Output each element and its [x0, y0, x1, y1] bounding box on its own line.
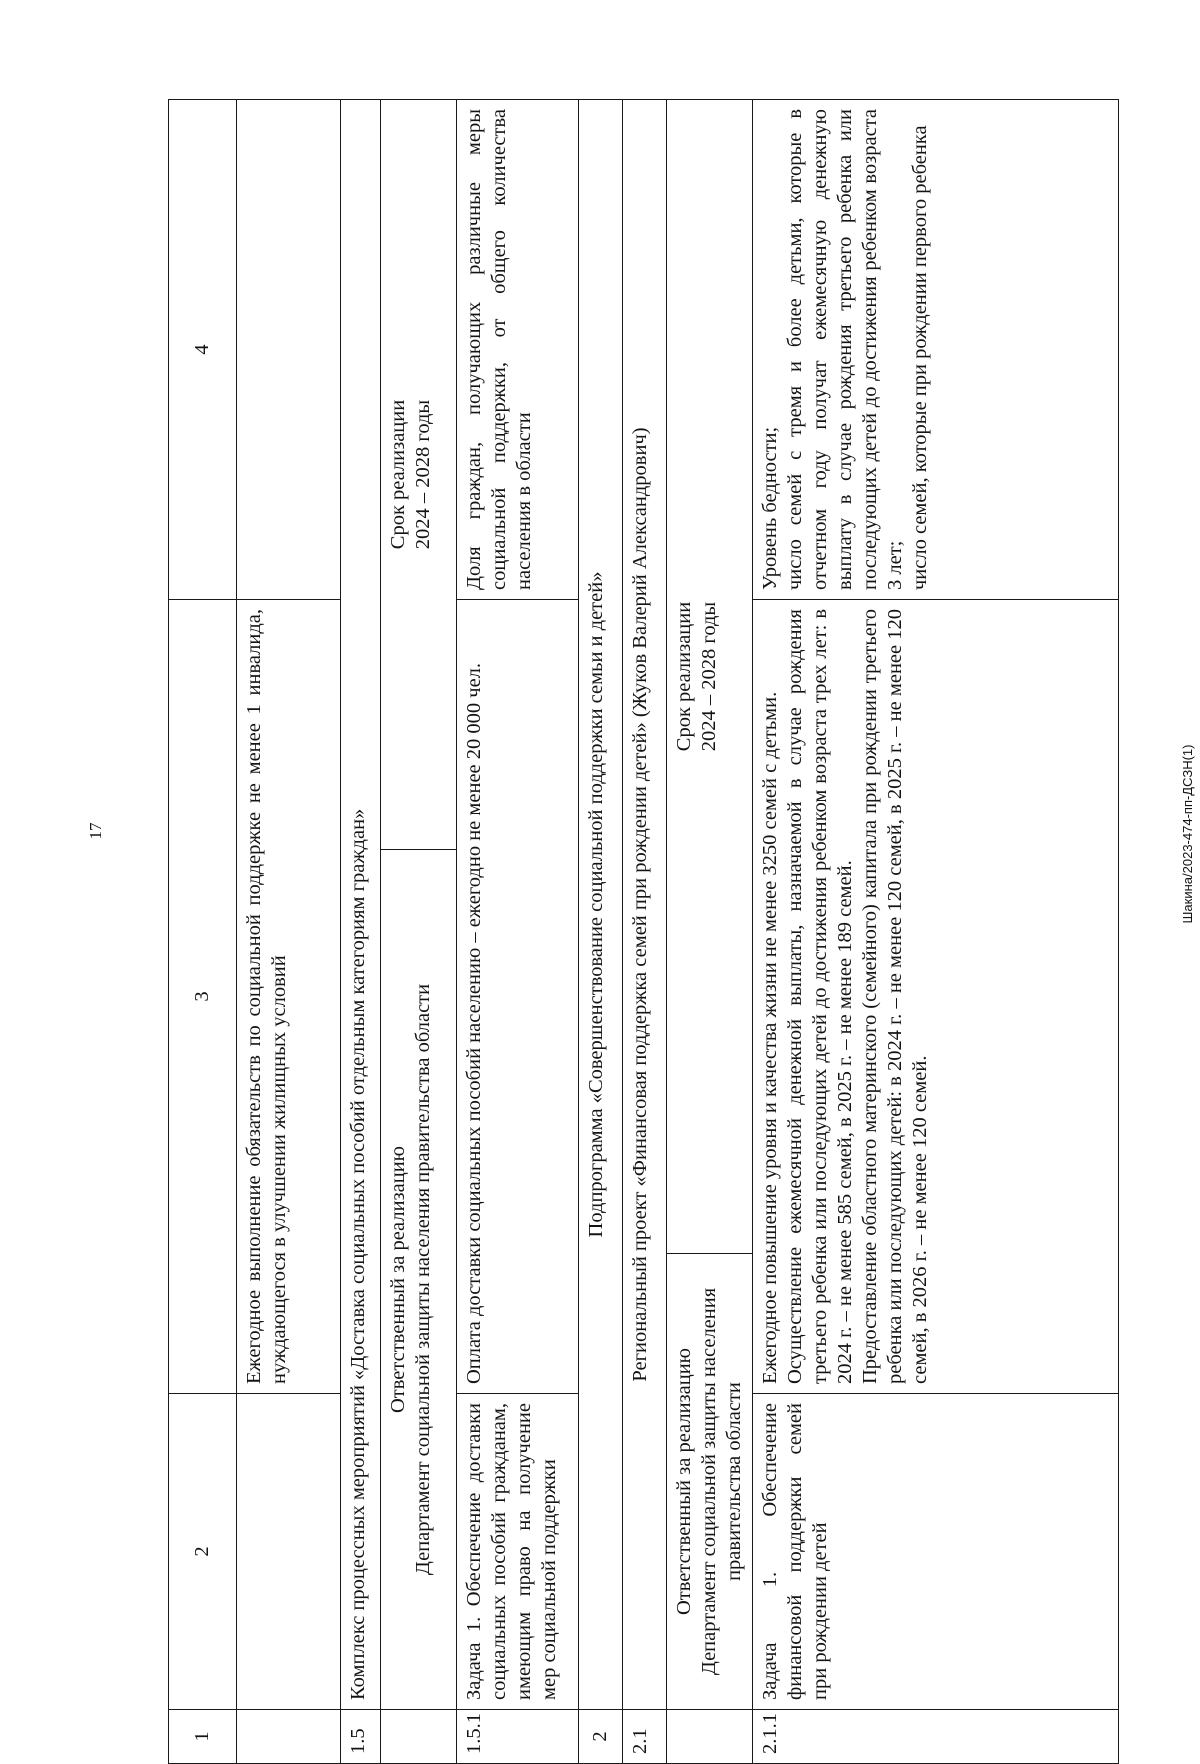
- indicator-item: Уровень бедности;: [759, 426, 781, 590]
- task-2-1-1-indicator: [753, 100, 1119, 600]
- term-value: 2024 – 2028 годы: [698, 601, 720, 752]
- header-col-3: 3: [169, 600, 237, 1394]
- continuation-task: [237, 1394, 341, 1710]
- header-col-4: 4: [169, 100, 237, 600]
- footer-document-code: Шакина/2023-474-пп-ДСЗН(1): [1180, 744, 1195, 924]
- continuation-row: [237, 100, 341, 1764]
- header-row: [169, 100, 237, 1764]
- section-1-5-title: Комплекс процессных мероприятий «Доставка социальных пособий отдельным категориям граждан»: [341, 100, 381, 1710]
- task-1-5-1-indicator: Доля граждан, получающих различные меры социальной поддержки, от общего количества населения в области: [457, 100, 579, 600]
- task-2-1-1-num: 2.1.1: [753, 1710, 1119, 1764]
- project-2-1-num: 2.1: [623, 1710, 667, 1764]
- subprogram-2-num: 2: [579, 1710, 623, 1764]
- task-1-5-1-num: 1.5.1: [457, 1710, 579, 1764]
- project-2-1-term: [667, 100, 753, 1254]
- section-1-5-responsible: [381, 850, 457, 1710]
- header-col-2: 2: [169, 1394, 237, 1710]
- responsible-label: Ответственный за реализацию: [387, 1146, 409, 1414]
- task-1-5-1-task: Задача 1. Обеспечение доставки социальных пособий гражданам, имеющим право на получение мер социальной поддержки: [457, 1394, 579, 1710]
- project-2-1-title: Региональный проект «Финансовая поддержка семей при рождении детей» (Жуков Валерий Александрович): [623, 100, 667, 1710]
- responsible-value: Департамент социальной защиты населения правительства области: [698, 1287, 745, 1676]
- task-2-1-1-task: Задача 1. Обеспечение финансовой поддержки семей при рождении детей: [753, 1394, 1119, 1710]
- project-2-1-responsible-row: [667, 100, 753, 1764]
- continuation-num: [237, 1710, 341, 1764]
- section-1-5-responsible-row: [381, 100, 457, 1764]
- task-2-1-1-result: [753, 600, 1119, 1394]
- indicator-item: число семей с тремя и более детьми, которые в отчетном году получат ежемесячную денежную выплату в случае рождения третьего ребенка или последующих детей до достижения ребенком возраста 3 лет;: [784, 109, 906, 590]
- subprogram-2-row: [579, 100, 623, 1764]
- rotated-table-frame: [168, 100, 1108, 1764]
- result-paragraph: Ежегодное повышение уровня и качества жизни не менее 3250 семей с детьми.: [759, 691, 781, 1384]
- project-2-1-row: [623, 100, 667, 1764]
- task-2-1-1-row: [753, 100, 1119, 1764]
- task-1-5-1-row: [457, 100, 579, 1764]
- term-label: Срок реализации: [387, 399, 409, 550]
- result-paragraph: Осуществление ежемесячной денежной выплаты, назначаемой в случае рождения третьего ребенка или последующих детей до достижения ребенком возраста трех лет: в 2024 г. – не менее 585 семей, в 2025 г. – не менее 189 семей.: [784, 609, 856, 1384]
- indicator-item: число семей, которые при рождении первого ребенка: [909, 125, 931, 590]
- section-1-5-row: [341, 100, 381, 1764]
- header-col-1: 1: [169, 1710, 237, 1764]
- project-2-1-resp-num: [667, 1710, 753, 1764]
- section-1-5-term: [381, 100, 457, 850]
- subprogram-2-title: Подпрограмма «Совершенствование социальной поддержки семьи и детей»: [579, 100, 623, 1710]
- responsible-value: Департамент социальной защиты населения правительства области: [412, 983, 434, 1576]
- task-1-5-1-result: Оплата доставки социальных пособий населению – ежегодно не менее 20 000 чел.: [457, 600, 579, 1394]
- continuation-result: Ежегодное выполнение обязательств по социальной поддержке не менее 1 инвалида, нуждающегося в улучшении жилищных условий: [237, 600, 341, 1394]
- term-value: 2024 – 2028 годы: [412, 399, 434, 550]
- program-table: [168, 99, 1119, 1764]
- continuation-indicator: [237, 100, 341, 600]
- section-1-5-resp-num: [381, 1710, 457, 1764]
- responsible-label: Ответственный за реализацию: [673, 1348, 695, 1616]
- term-label: Срок реализации: [673, 601, 695, 752]
- project-2-1-responsible: [667, 1254, 753, 1710]
- result-paragraph: Предоставление областного материнского (семейного) капитала при рождении третьего ребенка или последующих детей: в 2024 г. – не менее 120 семей, в 2025 г. – не менее 120 семей, в 2026 г. – не менее 120 семей.: [859, 609, 931, 1384]
- section-1-5-num: 1.5: [341, 1710, 381, 1764]
- page-number: 17: [86, 822, 105, 840]
